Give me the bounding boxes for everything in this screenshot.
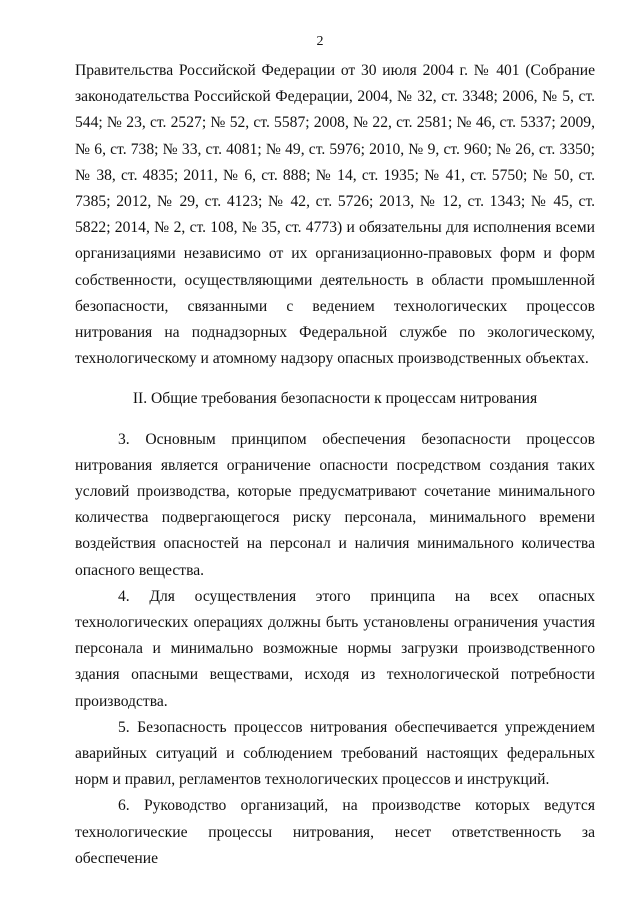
page-number: 2 (316, 34, 324, 49)
paragraph-3: 3. Основным принципом обеспечения безопасности процессов нитрования является ограничение опасности посредством создания таких условий производства, которые предусматривают сочетание минимального количества подвергающегося риску персонала, минимального времени воздействия опасностей на персонал и наличия минимального количества опасного вещества. (75, 430, 595, 579)
paragraph-5: 5. Безопасность процессов нитрования обеспечивается упреждением аварийных ситуаций и соблюдением требований настоящих федеральных норм и правил, регламентов технологических процессов и инструкций. (75, 718, 595, 789)
opening-paragraph: Правительства Российской Федерации от 30 июля 2004 г. № 401 (Собрание законодательства Российской Федерации, 2004, № 32, ст. 3348; 2006, № 5, ст. 544; № 23, ст. 2527; № 52, ст. 5587; 2008, № 22, ст. 2581; № 46, ст. 5337; 2009, № 6, ст. 738; № 33, ст. 4081; № 49, ст. 5976; 2010, № 9, ст. 960; № 26, ст. 3350; № 38, ст. 4835; 2011, № 6, ст. 888; № 14, ст. 1935; № 41, ст. 5750; № 50, ст. 7385; 2012, № 29, ст. 4123; № 42, ст. 5726; 2013, № 12, ст. 1343; № 45, ст. 5822; 2014, № 2, ст. 108, № 35, ст. 4773) и обязательны для исполнения всеми организациями независимо от их организационно-правовых форм и форм собственности, осуществляющими деятельность в области промышленной безопасности, связанными с ведением технологических процессов нитрования на поднадзорных Федеральной службе по экологическому, технологическому и атомному надзору опасных производственных объектах. (75, 62, 595, 368)
paragraph-6: 6. Руководство организаций, на производстве которых ведутся технологические процессы нитрования, несет ответственность за обеспечение (75, 797, 595, 867)
paragraph-4: 4. Для осуществления этого принципа на всех опасных технологических операциях должны быть установлены ограничения участия персонала и минимально возможные нормы загрузки производственного здания опасными веществами, исходя из технологической потребности производства. (75, 587, 595, 710)
section-heading: II. Общие требования безопасности к процессам нитрования (132, 390, 538, 408)
document-body (75, 58, 595, 872)
